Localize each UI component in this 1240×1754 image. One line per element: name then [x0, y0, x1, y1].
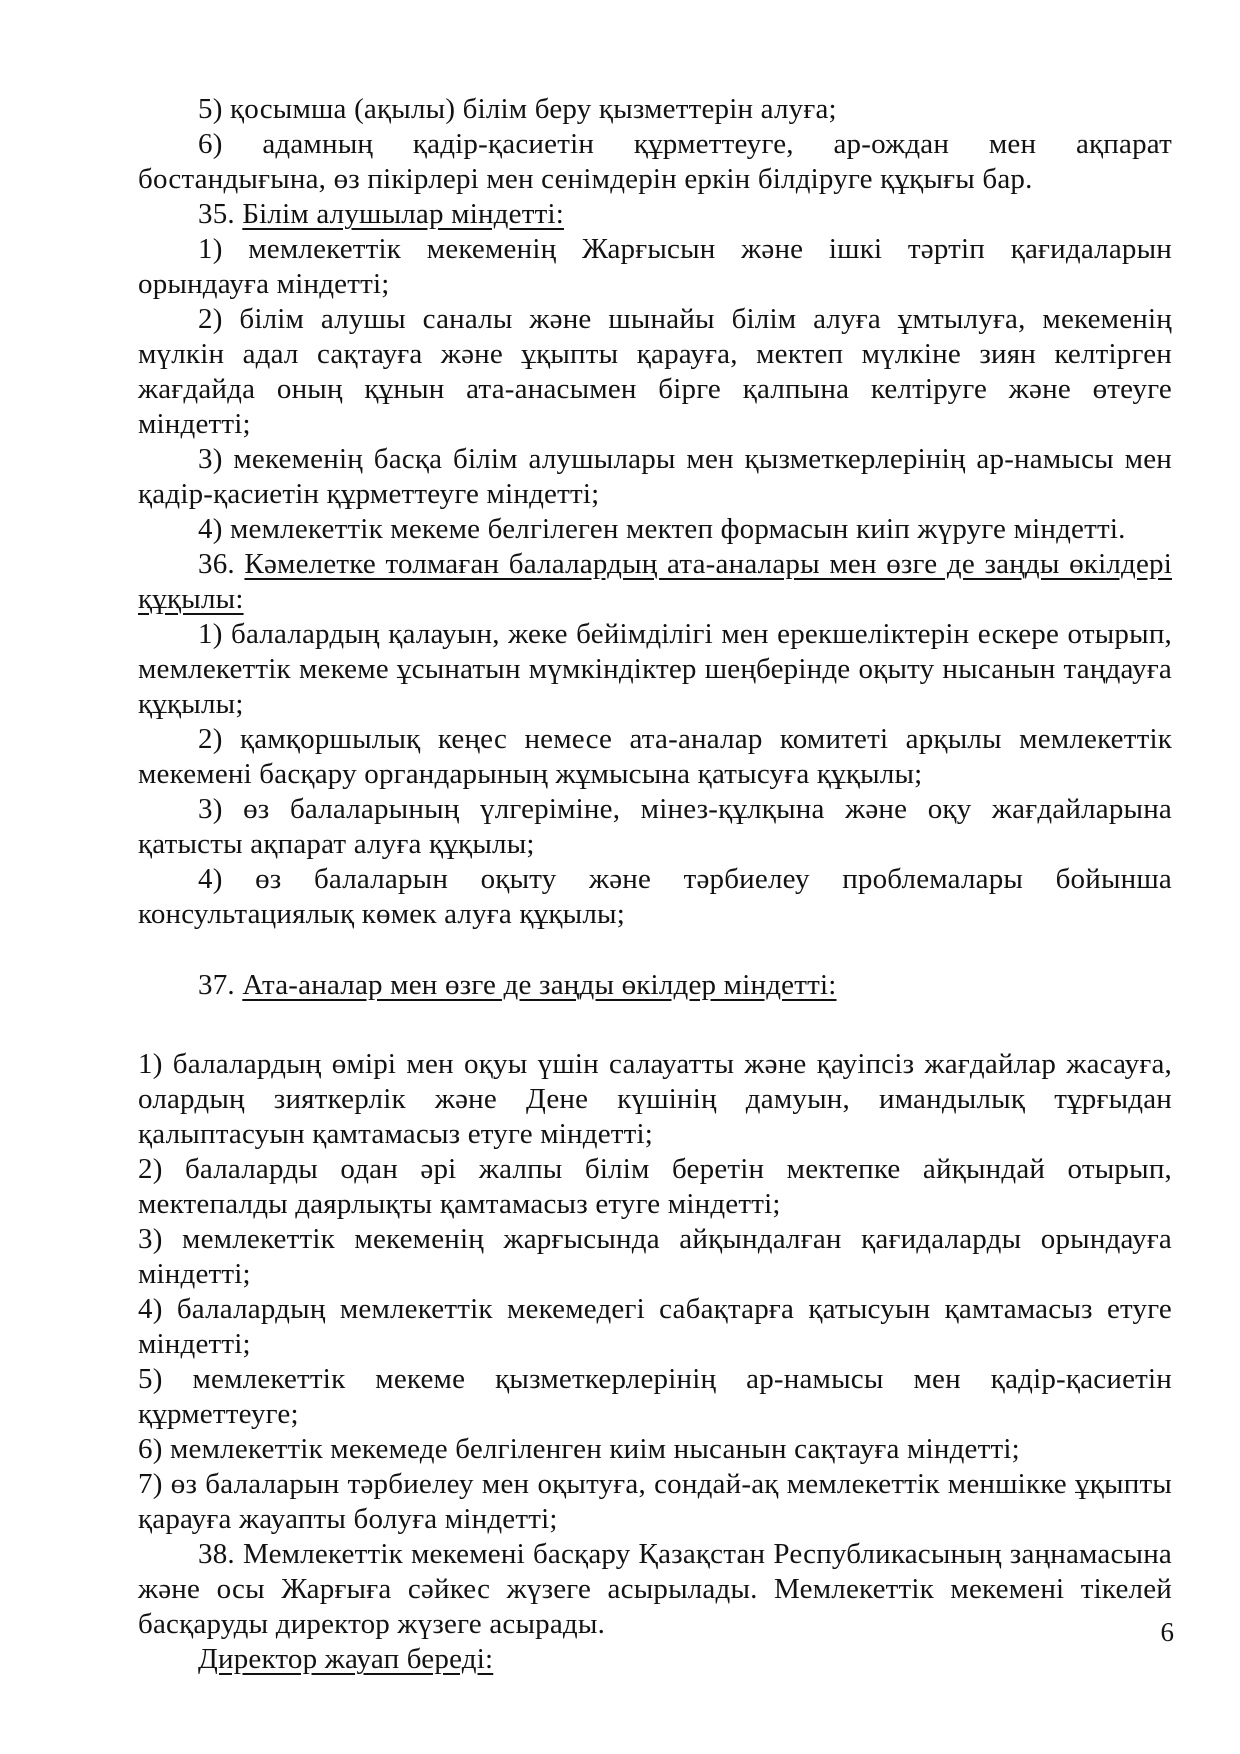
- list-item-6: 6) адамның қадір-қасиетін құрметтеуге, ар-ождан мен ақпарат бостандығына, өз пікірлері мен сенімдерін еркін білдіруге құқығы бар.: [138, 128, 1172, 195]
- list-item-5: 5) қосымша (ақылы) білім беру қызметтерін алуға;: [198, 93, 837, 125]
- section-37-item-2: 2) балаларды одан әрі жалпы білім беретін мектепке айқындай отырып, мектепалды даярлықты қамтамасыз етуге міндетті;: [138, 1153, 1172, 1220]
- section-36-item-4: 4) өз балаларын оқыту және тәрбиелеу проблемалары бойынша консультациялық көмек алуға құқылы;: [138, 863, 1172, 930]
- section-36-item-2: 2) қамқоршылық кеңес немесе ата-аналар комитеті арқылы мемлекеттік мекемені басқару органдарының жұмысына қатысуға құқылы;: [138, 723, 1172, 790]
- section-36-item-1: 1) балалардың қалауын, жеке бейімділігі мен ерекшеліктерін ескере отырып, мемлекеттік мекеме ұсынатын мүмкіндіктер шеңберінде оқыту нысанын таңдауға құқылы;: [138, 618, 1172, 720]
- director-heading: [138, 1642, 1172, 1677]
- section-35-item-3: 3) мекеменің басқа білім алушылары мен қызметкерлерінің ар-намысы мен қадір-қасиетін құрметтеуге міндетті;: [138, 443, 1172, 510]
- section-35-item-1: 1) мемлекеттік мекеменің Жарғысын және ішкі тәртіп қағидаларын орындауға міндетті;: [138, 233, 1172, 300]
- section-number: 36.: [198, 548, 235, 580]
- section-37-item-1: 1) балалардың өмірі мен оқуы үшін салауатты және қауіпсіз жағдайлар жасауға, олардың зияткерлік және Дене күшінің дамуын, имандылық тұрғыдан қалыптасуын қамтамасыз етуге міндетті;: [138, 1048, 1172, 1150]
- section-38-paragraph: 38. Мемлекеттік мекемені басқару Қазақстан Республикасының заңнамасына және осы Жарғыға сәйкес жүзеге асырылады. Мемлекеттік мекемені тікелей басқаруды директор жүзеге асырады.: [138, 1538, 1172, 1640]
- section-heading-37: [138, 968, 1172, 1003]
- document-body: [138, 92, 1172, 1677]
- page-number: 6: [1160, 1617, 1174, 1647]
- section-heading-35: [138, 197, 1172, 232]
- section-35-item-4: 4) мемлекеттік мекеме белгілеген мектеп формасын киіп жүруге міндетті.: [198, 513, 1126, 545]
- section-title: Білім алушылар міндетті:: [242, 198, 564, 230]
- section-title: Ата-аналар мен өзге де заңды өкілдер міндетті:: [242, 969, 837, 1001]
- section-37-item-4: 4) балалардың мемлекеттік мекемедегі сабақтарға қатысуын қамтамасыз етуге міндетті;: [138, 1293, 1172, 1360]
- section-37-item-6: 6) мемлекеттік мекемеде белгіленген киім нысанын сақтауға міндетті;: [138, 1433, 1020, 1465]
- section-heading-36: [138, 547, 1172, 617]
- section-36-item-3: 3) өз балаларының үлгеріміне, мінез-құлқына және оқу жағдайларына қатысты ақпарат алуға құқылы;: [138, 793, 1172, 860]
- director-heading-text: Директор жауап береді:: [198, 1643, 494, 1675]
- section-37-item-3: 3) мемлекеттік мекеменің жарғысында айқындалған қағидаларды орындауға міндетті;: [138, 1223, 1172, 1290]
- section-number: 35.: [198, 198, 235, 230]
- section-37-item-7: 7) өз балаларын тәрбиелеу мен оқытуға, сондай-ақ мемлекеттік меншікке ұқыпты қарауға жауапты болуға міндетті;: [138, 1468, 1172, 1535]
- section-title: Кәмелетке толмаған балалардың ата-аналары мен өзге де заңды өкілдері құқылы:: [138, 548, 1173, 615]
- section-number: 37.: [198, 969, 235, 1001]
- section-35-item-2: 2) білім алушы саналы және шынайы білім алуға ұмтылуға, мекеменің мүлкін адал сақтауға және ұқыпты қарауға, мектеп мүлкіне зиян келтірген жағдайда оның құнын ата-анасымен бірге қалпына келтіруге және өтеуге міндетті;: [138, 303, 1172, 440]
- section-37-item-5: 5) мемлекеттік мекеме қызметкерлерінің ар-намысы мен қадір-қасиетін құрметтеуге;: [138, 1363, 1172, 1430]
